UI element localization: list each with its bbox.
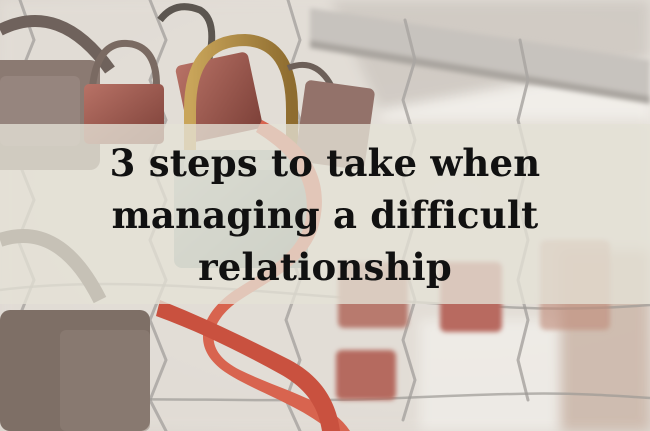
headline-line-2: managing a difficult xyxy=(111,193,539,237)
lock-bottom-mid xyxy=(336,350,396,400)
headline-line-1: 3 steps to take when xyxy=(109,141,541,185)
headline xyxy=(0,137,650,293)
headline-line-3: relationship xyxy=(198,245,452,289)
